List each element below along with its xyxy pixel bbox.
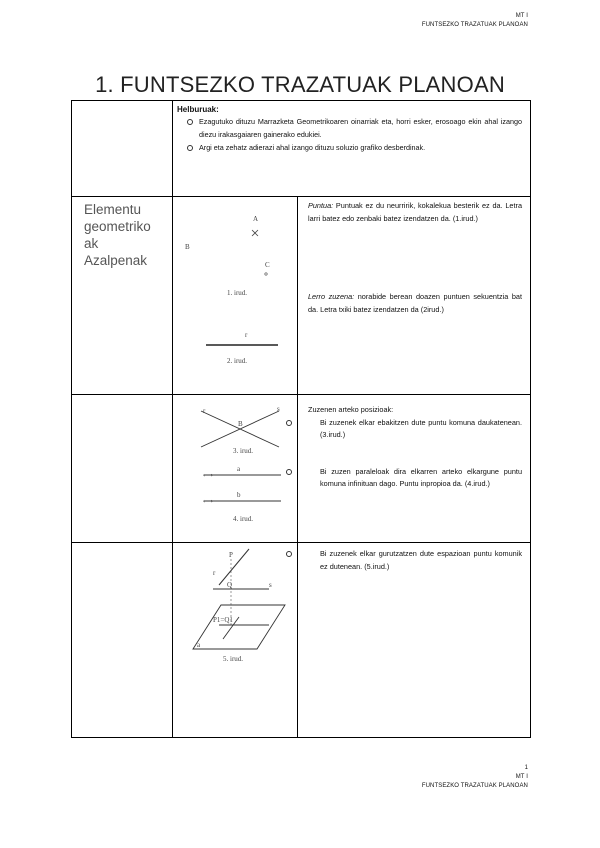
fig4-label-b: b xyxy=(237,491,241,499)
header-title: FUNTSEZKO TRAZATUAK PLANOAN xyxy=(421,22,528,28)
intersecting-text xyxy=(298,417,530,442)
positions-heading: Zuzenen arteko posizioak: xyxy=(308,405,394,414)
page-header xyxy=(422,12,528,30)
fig5-label-p: P xyxy=(229,551,233,559)
point-dot xyxy=(265,273,267,275)
header-code: MT I xyxy=(515,13,528,19)
fig5-caption: 5. irud. xyxy=(223,655,244,663)
fig3-label-s: s xyxy=(277,405,280,413)
point-cross-mark xyxy=(252,230,258,236)
fig5-label-r: r xyxy=(213,569,216,577)
arrows-icon: ⇠⇢ xyxy=(203,499,214,505)
goals-heading: Helburuak: xyxy=(177,105,219,114)
figure-intersecting-and-parallel xyxy=(173,395,298,535)
positions-cell xyxy=(298,395,531,543)
goals-list xyxy=(173,116,530,155)
elements-label-line: Azalpenak xyxy=(84,253,148,268)
fig1-label-b: B xyxy=(185,243,190,251)
empty-cell xyxy=(72,101,173,197)
fig1-caption: 1. irud. xyxy=(227,289,248,297)
arrows-icon: ⇠⇢ xyxy=(203,473,214,479)
empty-cell xyxy=(72,543,173,738)
plane-shape xyxy=(193,605,285,649)
skew-line-r xyxy=(219,549,249,585)
point-text: Puntuak ez du neurririk, kokalekua besterik ez da. Letra larri batez edo zenbaki batez izendatzen da. (1.irud.) xyxy=(308,201,523,223)
figure-points-and-line xyxy=(173,197,298,372)
figure-5-cell xyxy=(173,543,298,738)
content-table xyxy=(71,100,531,738)
parallel-text-content: Bi zuzen paraleloak dira elkarren arteko elkargune puntu komuna infinituan dago. Puntu inpropioa da. (4.irud.) xyxy=(320,466,523,488)
definitions-cell xyxy=(298,197,531,395)
line-definition xyxy=(298,291,530,316)
elements-label-line: ak xyxy=(84,236,99,251)
skew-cell xyxy=(298,543,531,738)
intersecting-text-content: Bi zuzenek elkar ebakitzen dute puntu komuna daukatenean. (3.irud.) xyxy=(320,417,523,439)
fig1-label-a: A xyxy=(253,215,259,223)
goal-item: Ezagutuko dituzu Marrazketa Geometrikoaren oinarriak eta, horri esker, erosoago ekin ahal izango diezu irakasgaiaren gainerako edukiei. xyxy=(199,116,522,141)
goals-cell xyxy=(173,101,531,197)
elements-label-line: Elementu xyxy=(84,202,142,217)
elements-label-line: geometriko xyxy=(84,219,151,234)
figures-1-2-cell xyxy=(173,197,298,395)
line-term: Lerro zuzena: xyxy=(308,292,355,301)
figure-skew-lines xyxy=(173,543,298,683)
fig4-caption: 4. irud. xyxy=(233,515,254,523)
elements-label xyxy=(84,201,172,269)
fig3-label-r: r xyxy=(203,407,206,415)
fig1-label-c: C xyxy=(265,261,270,269)
skew-text-content: Bi zuzenek elkar gurutzatzen dute espazioan puntu komunik ez dutenean. (5.irud.) xyxy=(320,549,523,571)
empty-cell xyxy=(72,395,173,543)
point-definition xyxy=(298,200,530,225)
fig4-label-a: a xyxy=(237,465,241,473)
point-term: Puntua: xyxy=(308,201,334,210)
fig2-caption: 2. irud. xyxy=(227,357,248,365)
fig5-label-a: a xyxy=(197,641,201,649)
parallel-text xyxy=(298,466,530,491)
page-title: 1. FUNTSEZKO TRAZATUAK PLANOAN xyxy=(95,72,505,97)
goal-item: Argi eta zehatz adierazi ahal izango dituzu soluzio grafiko desberdinak. xyxy=(199,142,522,155)
fig3-label-b: B xyxy=(238,420,243,428)
footer-title: FUNTSEZKO TRAZATUAK PLANOAN xyxy=(421,783,528,789)
line-text: norabide berean doazen puntuen sekuentzia bat da. Letra txiki batez izendatzen da (2irud.) xyxy=(308,292,522,314)
page-footer xyxy=(422,764,528,791)
fig5-label-s: s xyxy=(269,581,272,589)
fig5-label-p1q1: P1=Q1 xyxy=(213,616,233,624)
figures-3-4-cell xyxy=(173,395,298,543)
footer-code: MT I xyxy=(515,774,528,780)
fig2-label-r: r xyxy=(245,331,248,339)
skew-text xyxy=(298,548,530,573)
fig3-caption: 3. irud. xyxy=(233,447,254,455)
fig5-label-q: Q xyxy=(227,581,233,589)
elements-label-cell xyxy=(72,197,173,395)
footer-page-number: 1 xyxy=(524,765,528,771)
